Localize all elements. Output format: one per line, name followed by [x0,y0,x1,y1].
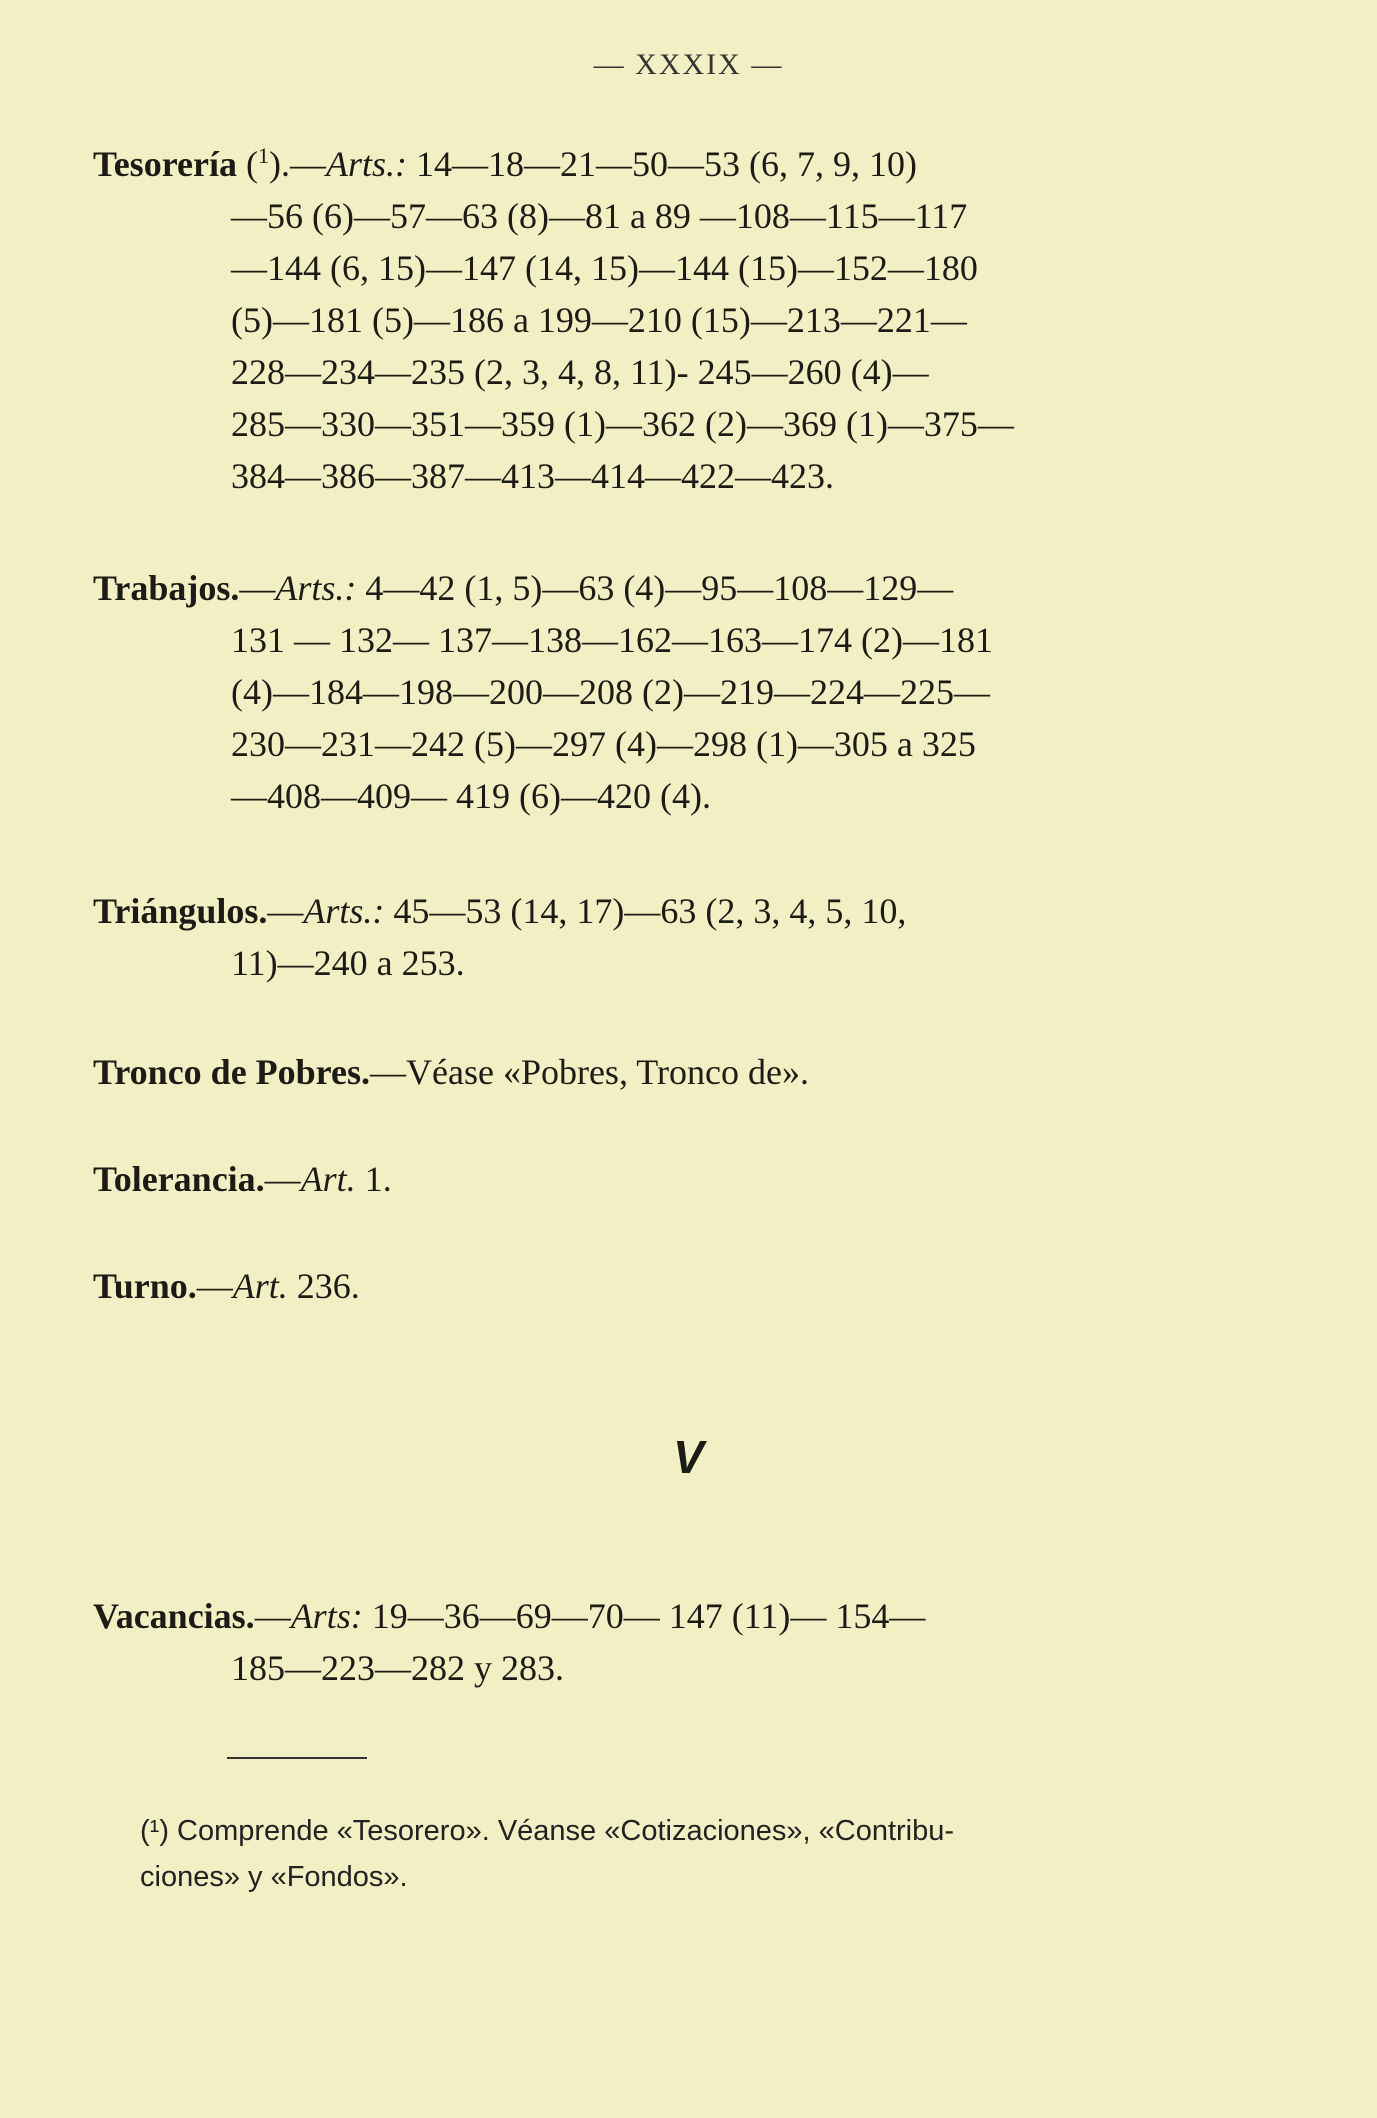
entry-line: 131 — 132— 137—138—162—163—174 (2)—181 [231,620,993,660]
entry-first-line: Turno.—Art. 236. [93,1266,360,1306]
footnote-marker: (¹) [140,1815,169,1847]
footnote-line: (¹) Comprende «Tesorero». Véanse «Cotizaciones», «Contribu- [140,1815,955,1847]
index-entry-turno [93,1260,1178,1312]
entry-first-line: Vacancias.—Arts: 19—36—69—70— 147 (11)— 154— [93,1596,926,1636]
entry-line: (4)—184—198—200—208 (2)—219—224—225— [231,672,990,712]
section-letter: V [673,1431,704,1483]
entry-label: Arts.: [303,891,385,931]
entry-text: Véase «Pobres, Tronco de». [406,1052,809,1092]
entry-line: —144 (6, 15)—147 (14, 15)—144 (15)—152—180 [231,248,978,288]
entry-term: Trabajos. [93,568,240,608]
entry-line: 285—330—351—359 (1)—362 (2)—369 (1)—375— [231,404,1014,444]
index-entry-tolerancia [93,1153,1178,1205]
entry-text: 1. [364,1159,392,1199]
entry-term: Tronco de Pobres. [93,1052,370,1092]
index-entry-tronco-de-pobres [93,1046,1178,1098]
footnote-divider [227,1757,367,1759]
entry-label: Art. [232,1266,288,1306]
footnote [140,1808,1180,1900]
entry-line: 228—234—235 (2, 3, 4, 8, 11)- 245—260 (4)— [231,352,929,392]
entry-first-line: Trabajos.—Arts.: 4—42 (1, 5)—63 (4)—95—108—129— [93,568,954,608]
entry-first-line: Tronco de Pobres.—Véase «Pobres, Tronco de». [93,1052,809,1092]
page-number: — XXXIX — [593,48,784,81]
entry-term: Tolerancia. [93,1159,265,1199]
entry-first-line [93,130,1178,190]
entry-line: 19—36—69—70— 147 (11)— 154— [371,1596,926,1636]
entry-first-line: Triángulos.—Arts.: 45—53 (14, 17)—63 (2, 3, 4, 5, 10, [93,891,907,931]
entry-term: Turno. [93,1266,197,1306]
entry-term: Tesorería [93,144,237,184]
entry-line: 185—223—282 y 283. [231,1648,564,1688]
entry-line: 45—53 (14, 17)—63 (2, 3, 4, 5, 10, [393,891,907,931]
entry-label: Art. [300,1159,356,1199]
entry-line: 4—42 (1, 5)—63 (4)—95—108—129— [365,568,954,608]
index-entry-trabajos [93,562,1178,822]
index-entry-triangulos [93,885,1178,989]
entry-line: 11)—240 a 253. [231,943,465,983]
entry-term: Triángulos. [93,891,268,931]
index-entry-vacancias [93,1590,1178,1694]
entry-line: 230—231—242 (5)—297 (4)—298 (1)—305 a 325 [231,724,976,764]
entry-label: Arts.: [275,568,357,608]
entry-term: Vacancias. [93,1596,255,1636]
entry-first-line: Tolerancia.—Art. 1. [93,1159,392,1199]
entry-line: 14—18—21—50—53 (6, 7, 9, 10) [415,144,917,184]
entry-line: (5)—181 (5)—186 a 199—210 (15)—213—221— [231,300,967,340]
entry-line: —408—409— 419 (6)—420 (4). [231,776,711,816]
entry-label: Arts.: [325,144,407,184]
footnote-line: ciones» y «Fondos». [140,1861,408,1893]
entry-text: 236. [296,1266,360,1306]
entry-label: Arts: [290,1596,363,1636]
entry-line: —56 (6)—57—63 (8)—81 a 89 —108—115—117 [231,196,968,236]
footnote-ref: ($^1$).— [245,143,326,184]
entry-line: 384—386—387—413—414—422—423. [231,456,834,496]
index-entry-tesoreria [93,130,1178,502]
